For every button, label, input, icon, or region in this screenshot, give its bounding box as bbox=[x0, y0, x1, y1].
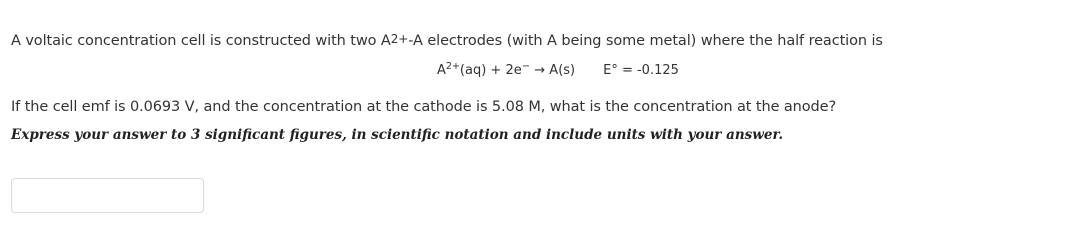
standard-potential: E° = -0.125 bbox=[603, 63, 679, 78]
answer-input[interactable] bbox=[11, 178, 204, 213]
ion-charge-superscript: 2+ bbox=[390, 32, 409, 46]
reactant-state-and-electrons: (aq) + 2e bbox=[459, 63, 522, 78]
problem-intro bbox=[11, 33, 883, 49]
reactant-species: A bbox=[437, 63, 446, 78]
intro-text-end: -A electrodes (with A being some metal) where the half reaction is bbox=[408, 33, 883, 49]
answer-instruction: Express your answer to 3 significant figures, in scientific notation and include units with your answer. bbox=[11, 127, 784, 143]
half-reaction-equation bbox=[437, 63, 679, 78]
reaction-arrow-icon: → bbox=[534, 63, 546, 78]
reactant-charge: 2+ bbox=[445, 61, 460, 72]
question-text: If the cell emf is 0.0693 V, and the concentration at the cathode is 5.08 M, what is the concentration at the anode? bbox=[11, 99, 837, 115]
intro-text-start: A voltaic concentration cell is constructed with two A bbox=[11, 33, 391, 49]
reaction-product: A(s) bbox=[549, 63, 576, 78]
electron-charge: − bbox=[521, 61, 531, 72]
